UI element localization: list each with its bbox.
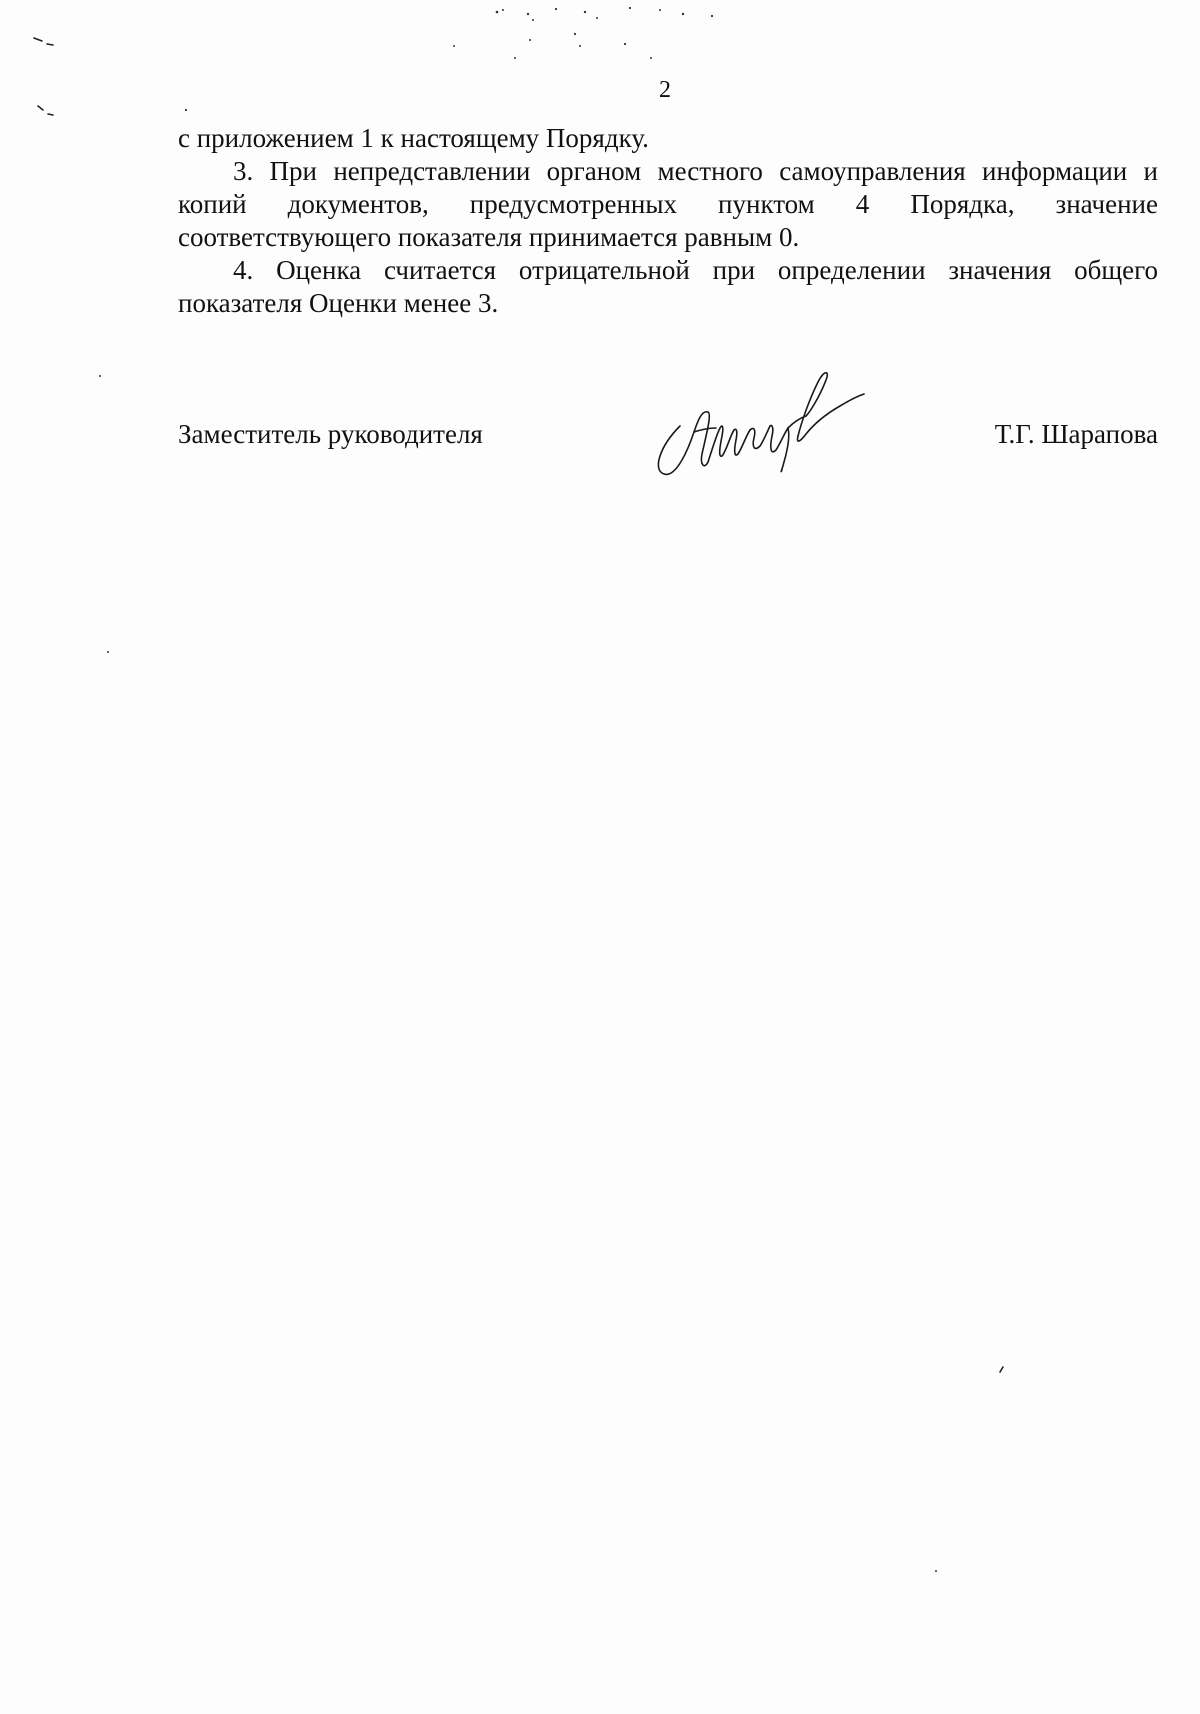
signer-position: Заместитель руководителя: [178, 419, 483, 449]
document-body: [178, 122, 1158, 320]
signer-name: Т.Г. Шарапова: [994, 419, 1158, 449]
page-number: 2: [659, 77, 671, 103]
paragraph-continuation: с приложением 1 к настоящему Порядку.: [178, 123, 649, 153]
handwritten-signature: [650, 366, 870, 486]
paragraph-item-4: 4. Оценка считается отрицательной при определении значения общего показателя Оценки менее 3.: [178, 255, 1158, 318]
paragraph-item-3: 3. При непредставлении органом местного самоуправления информации и копий документов, предусмотренных пунктом 4 Порядка, значение соответствующего показателя принимается равным 0.: [178, 156, 1158, 252]
